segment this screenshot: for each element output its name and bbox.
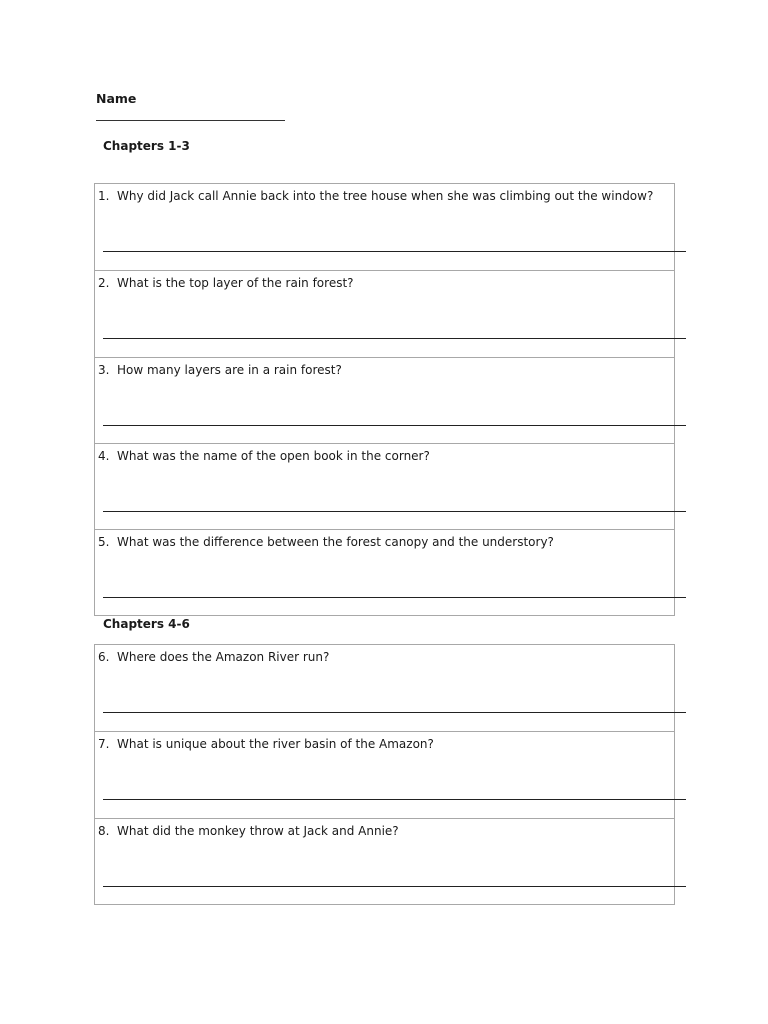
question-prompt: Why did Jack call Annie back into the tree house when she was climbing out the window? [117, 189, 654, 203]
question-text [98, 535, 554, 549]
question-number: 8. [98, 823, 110, 838]
question-text [98, 276, 354, 290]
question-text [98, 449, 430, 463]
answer-line-4[interactable] [103, 511, 686, 512]
question-row-7 [95, 731, 674, 817]
question-row-6 [95, 645, 674, 731]
answer-line-8[interactable] [103, 886, 686, 887]
question-text [98, 824, 399, 838]
question-prompt: What is unique about the river basin of the Amazon? [117, 737, 434, 752]
question-prompt: Where does the Amazon River run? [117, 650, 330, 664]
question-number: 4. [98, 448, 110, 463]
answer-line-2[interactable] [103, 338, 686, 339]
answer-line-1[interactable] [103, 251, 686, 252]
question-number: 1. [98, 189, 110, 203]
question-prompt: What was the difference between the forest canopy and the understory? [117, 535, 554, 550]
question-prompt: How many layers are in a rain forest? [117, 362, 342, 377]
answer-line-5[interactable] [103, 597, 686, 598]
answer-line-6[interactable] [103, 712, 686, 713]
question-row-5 [95, 529, 674, 615]
question-prompt: What is the top layer of the rain forest? [117, 276, 354, 291]
question-number: 2. [98, 276, 110, 291]
question-row-3 [95, 357, 674, 443]
question-number: 5. [98, 535, 110, 550]
name-blank-line[interactable] [96, 120, 285, 121]
question-row-2 [95, 270, 674, 356]
question-number: 6. [98, 650, 110, 664]
section-title-chapters-1-3: Chapters 1-3 [103, 139, 190, 153]
question-prompt: What was the name of the open book in the corner? [117, 448, 430, 463]
question-number: 3. [98, 362, 110, 377]
questions-table-chapters-4-6 [94, 644, 675, 905]
question-text [98, 189, 653, 203]
questions-table-chapters-1-3 [94, 183, 675, 616]
question-row-4 [95, 443, 674, 529]
question-text [98, 737, 434, 751]
question-row-1 [95, 184, 674, 270]
question-prompt: What did the monkey throw at Jack and Annie? [117, 823, 399, 838]
question-text [98, 650, 329, 664]
question-row-8 [95, 818, 674, 904]
answer-line-7[interactable] [103, 799, 686, 800]
question-number: 7. [98, 737, 110, 752]
section-title-chapters-4-6: Chapters 4-6 [103, 617, 190, 631]
question-text [98, 363, 342, 377]
answer-line-3[interactable] [103, 425, 686, 426]
name-label: Name [96, 91, 137, 106]
